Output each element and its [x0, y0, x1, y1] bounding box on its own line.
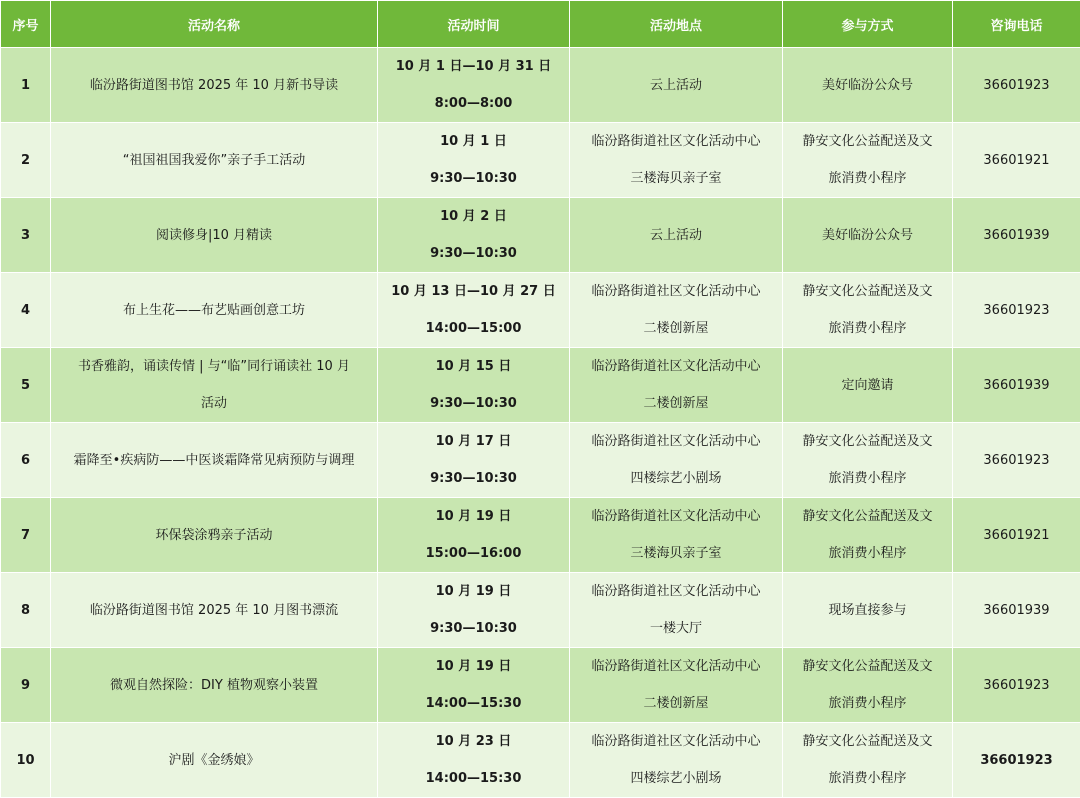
cell-mode — [783, 423, 953, 498]
cell-time-line: 9:30—10:30 — [382, 460, 565, 497]
cell-location-line: 三楼海贝亲子室 — [574, 535, 778, 572]
header-location: 活动地点 — [570, 1, 783, 48]
cell-name — [51, 48, 378, 123]
table-row — [1, 348, 1080, 423]
cell-time-line: 14:00—15:30 — [382, 685, 565, 722]
cell-index: 6 — [1, 423, 51, 498]
cell-index: 9 — [1, 648, 51, 723]
header-index: 序号 — [1, 1, 51, 48]
cell-name — [51, 723, 378, 798]
cell-mode-line: 旅消费小程序 — [787, 160, 948, 197]
cell-time — [378, 648, 570, 723]
cell-mode-line: 旅消费小程序 — [787, 460, 948, 497]
cell-mode-line: 静安文化公益配送及文 — [787, 123, 948, 160]
cell-mode-line: 旅消费小程序 — [787, 310, 948, 347]
cell-phone: 36601939 — [953, 573, 1080, 648]
cell-time — [378, 723, 570, 798]
cell-location-line: 临汾路街道社区文化活动中心 — [574, 573, 778, 610]
cell-time-line: 10 月 19 日 — [382, 573, 565, 610]
cell-phone: 36601923 — [953, 423, 1080, 498]
cell-name-line: 书香雅韵，诵读传情 | 与“临”同行诵读社 10 月 — [55, 348, 373, 385]
cell-location-line: 四楼综艺小剧场 — [574, 460, 778, 497]
cell-name — [51, 348, 378, 423]
cell-location-line: 二楼创新屋 — [574, 385, 778, 422]
table-row — [1, 423, 1080, 498]
cell-name-line: 临汾路街道图书馆 2025 年 10 月新书导读 — [55, 67, 373, 104]
cell-name-line: 沪剧《金绣娘》 — [55, 742, 373, 779]
cell-time — [378, 348, 570, 423]
cell-location — [570, 573, 783, 648]
cell-mode — [783, 573, 953, 648]
cell-location-line: 二楼创新屋 — [574, 310, 778, 347]
cell-time — [378, 198, 570, 273]
cell-location — [570, 348, 783, 423]
cell-index: 1 — [1, 48, 51, 123]
cell-time-line: 9:30—10:30 — [382, 385, 565, 422]
cell-location-line: 临汾路街道社区文化活动中心 — [574, 348, 778, 385]
table-body — [1, 48, 1080, 798]
cell-index: 2 — [1, 123, 51, 198]
cell-time-line: 10 月 15 日 — [382, 348, 565, 385]
cell-mode-line: 静安文化公益配送及文 — [787, 648, 948, 685]
cell-phone: 36601939 — [953, 198, 1080, 273]
table-row — [1, 48, 1080, 123]
cell-location — [570, 273, 783, 348]
cell-time-line: 10 月 17 日 — [382, 423, 565, 460]
cell-name-line: 环保袋涂鸦亲子活动 — [55, 517, 373, 554]
cell-location-line: 临汾路街道社区文化活动中心 — [574, 498, 778, 535]
cell-location — [570, 423, 783, 498]
cell-location-line: 三楼海贝亲子室 — [574, 160, 778, 197]
cell-mode — [783, 273, 953, 348]
cell-index: 10 — [1, 723, 51, 798]
cell-location — [570, 498, 783, 573]
cell-mode-line: 旅消费小程序 — [787, 760, 948, 797]
cell-mode-line: 美好临汾公众号 — [787, 67, 948, 104]
cell-mode-line: 旅消费小程序 — [787, 685, 948, 722]
cell-time-line: 9:30—10:30 — [382, 160, 565, 197]
cell-location-line: 临汾路街道社区文化活动中心 — [574, 423, 778, 460]
header-mode: 参与方式 — [783, 1, 953, 48]
cell-index: 5 — [1, 348, 51, 423]
cell-time-line: 14:00—15:30 — [382, 760, 565, 797]
cell-location-line: 云上活动 — [574, 217, 778, 254]
cell-mode — [783, 198, 953, 273]
cell-phone: 36601921 — [953, 498, 1080, 573]
cell-time-line: 15:00—16:00 — [382, 535, 565, 572]
cell-time-line: 9:30—10:30 — [382, 610, 565, 647]
cell-time — [378, 48, 570, 123]
cell-mode-line: 静安文化公益配送及文 — [787, 723, 948, 760]
cell-name — [51, 498, 378, 573]
cell-index: 8 — [1, 573, 51, 648]
cell-mode-line: 美好临汾公众号 — [787, 217, 948, 254]
table-row — [1, 723, 1080, 798]
cell-time-line: 10 月 2 日 — [382, 198, 565, 235]
cell-time-line: 10 月 1 日—10 月 31 日 — [382, 48, 565, 85]
cell-location-line: 临汾路街道社区文化活动中心 — [574, 723, 778, 760]
cell-time — [378, 498, 570, 573]
cell-time-line: 10 月 1 日 — [382, 123, 565, 160]
cell-mode-line: 静安文化公益配送及文 — [787, 273, 948, 310]
cell-time — [378, 423, 570, 498]
cell-name — [51, 273, 378, 348]
cell-name-line: 临汾路街道图书馆 2025 年 10 月图书漂流 — [55, 592, 373, 629]
cell-phone: 36601923 — [953, 48, 1080, 123]
table-row — [1, 123, 1080, 198]
cell-location-line: 临汾路街道社区文化活动中心 — [574, 123, 778, 160]
cell-mode-line: 静安文化公益配送及文 — [787, 423, 948, 460]
cell-location-line: 临汾路街道社区文化活动中心 — [574, 273, 778, 310]
cell-location — [570, 723, 783, 798]
cell-time-line: 10 月 19 日 — [382, 498, 565, 535]
cell-time-line: 14:00—15:00 — [382, 310, 565, 347]
table-row — [1, 273, 1080, 348]
cell-mode — [783, 648, 953, 723]
cell-name — [51, 123, 378, 198]
cell-time — [378, 123, 570, 198]
cell-phone: 36601923 — [953, 273, 1080, 348]
cell-name-line: 霜降至•疾病防——中医谈霜降常见病预防与调理 — [55, 442, 373, 479]
cell-name — [51, 648, 378, 723]
cell-mode — [783, 48, 953, 123]
cell-time-line: 10 月 23 日 — [382, 723, 565, 760]
table-row — [1, 198, 1080, 273]
cell-time-line: 10 月 13 日—10 月 27 日 — [382, 273, 565, 310]
table-row — [1, 648, 1080, 723]
header-phone: 咨询电话 — [953, 1, 1080, 48]
cell-location-line: 云上活动 — [574, 67, 778, 104]
cell-name — [51, 423, 378, 498]
cell-mode-line: 静安文化公益配送及文 — [787, 498, 948, 535]
header-name: 活动名称 — [51, 1, 378, 48]
cell-index: 3 — [1, 198, 51, 273]
cell-name — [51, 573, 378, 648]
cell-location-line: 临汾路街道社区文化活动中心 — [574, 648, 778, 685]
cell-name-line: 活动 — [55, 385, 373, 422]
cell-location — [570, 123, 783, 198]
cell-name — [51, 198, 378, 273]
cell-mode-line: 定向邀请 — [787, 367, 948, 404]
cell-mode — [783, 123, 953, 198]
table-header — [1, 1, 1080, 48]
header-row — [1, 1, 1080, 48]
cell-time — [378, 273, 570, 348]
cell-time-line: 8:00—8:00 — [382, 85, 565, 122]
cell-mode — [783, 498, 953, 573]
cell-time-line: 9:30—10:30 — [382, 235, 565, 272]
cell-phone: 36601921 — [953, 123, 1080, 198]
cell-phone: 36601923 — [953, 648, 1080, 723]
cell-mode — [783, 348, 953, 423]
cell-name-line: 阅读修身|10 月精读 — [55, 217, 373, 254]
cell-location — [570, 198, 783, 273]
cell-location — [570, 648, 783, 723]
cell-index: 4 — [1, 273, 51, 348]
table-row — [1, 498, 1080, 573]
cell-mode-line: 旅消费小程序 — [787, 535, 948, 572]
header-time: 活动时间 — [378, 1, 570, 48]
cell-mode — [783, 723, 953, 798]
cell-location-line: 四楼综艺小剧场 — [574, 760, 778, 797]
cell-location-line: 二楼创新屋 — [574, 685, 778, 722]
cell-name-line: 布上生花——布艺贴画创意工坊 — [55, 292, 373, 329]
cell-name-line: “祖国祖国我爱你”亲子手工活动 — [55, 142, 373, 179]
cell-location — [570, 48, 783, 123]
cell-name-line: 微观自然探险：DIY 植物观察小装置 — [55, 667, 373, 704]
table-row — [1, 573, 1080, 648]
cell-mode-line: 现场直接参与 — [787, 592, 948, 629]
cell-index: 7 — [1, 498, 51, 573]
cell-location-line: 一楼大厅 — [574, 610, 778, 647]
cell-time — [378, 573, 570, 648]
cell-phone: 36601923 — [953, 723, 1080, 798]
cell-time-line: 10 月 19 日 — [382, 648, 565, 685]
cell-phone: 36601939 — [953, 348, 1080, 423]
